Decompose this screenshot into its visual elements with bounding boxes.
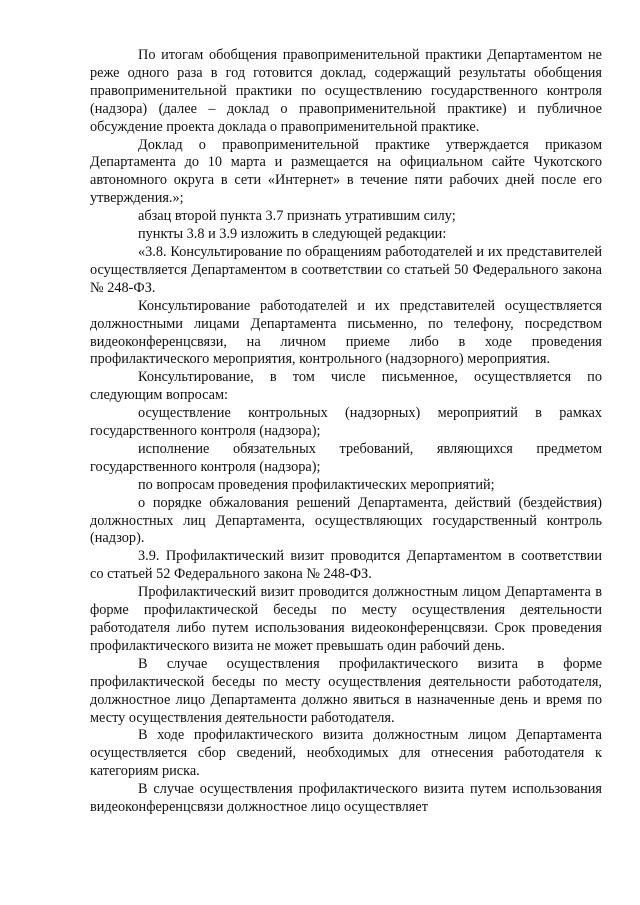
paragraph: В случае осуществления профилактического визита в форме профилактической беседы по месту осуществления деятельности работодателя, должностное лицо Департамента должно явиться в назначенные день и время по месту осуществления деятельности работодателя. [90,655,602,726]
paragraph: Консультирование работодателей и их представителей осуществляется должностными лицами Департамента письменно, по телефону, посредством видеоконференцсвязи, на личном приеме либо в ходе проведения профилактического мероприятия, контрольного (надзорного) мероприятия. [90,297,602,368]
paragraph: по вопросам проведения профилактических мероприятий; [138,476,495,493]
paragraph: о порядке обжалования решений Департамента, действий (бездействия) должностных лиц Департамента, осуществляющих государственный контроль (надзор). [90,494,602,547]
paragraph: исполнение обязательных требований, являющихся предметом государственного контроля (надзора); [90,440,602,475]
paragraph: 3.9. Профилактический визит проводится Департаментом в соответствии со статьей 52 Федерального закона № 248-ФЗ. [90,548,602,583]
paragraph: «3.8. Консультирование по обращениям работодателей и их представителей осуществляется Департаментом в соответствии со статьей 50 Федерального закона № 248-ФЗ. [90,243,602,296]
paragraph: В случае осуществления профилактического визита путем использования видеоконференцсвязи должностное лицо осуществляет [90,781,602,816]
paragraph: осуществление контрольных (надзорных) мероприятий в рамках государственного контроля (надзора); [90,405,602,440]
paragraph: В ходе профилактического визита должностным лицом Департамента осуществляется сбор сведений, необходимых для отнесения работодателя к категориям риска. [90,727,602,780]
paragraph: Консультирование, в том числе письменное, осуществляется по следующим вопросам: [90,369,602,404]
paragraph: Доклад о правоприменительной практике утверждается приказом Департамента до 10 марта и размещается на официальном сайте Чукотского автономного округа в сети «Интернет» в течение пяти рабочих дней после его утверждения.»; [90,136,602,207]
paragraph: Профилактический визит проводится должностным лицом Департамента в форме профилактической беседы по месту осуществления деятельности работодателя либо путем использования видеоконференцсвязи. Срок проведения профилактического визита не может превышать один рабочий день. [90,584,602,654]
document-page [90,47,602,817]
paragraph: пункты 3.8 и 3.9 изложить в следующей редакции: [138,226,447,243]
paragraph: абзац второй пункта 3.7 признать утратившим силу; [138,208,456,225]
paragraph: По итогам обобщения правоприменительной практики Департаментом не реже одного раза в год готовится доклад, содержащий результаты обобщения правоприменительной практики по осуществлению государственного контроля (надзора) (далее – доклад о правоприменительной практике) и публичное обсуждение проекта доклада о правоприменительной практике. [90,47,602,135]
